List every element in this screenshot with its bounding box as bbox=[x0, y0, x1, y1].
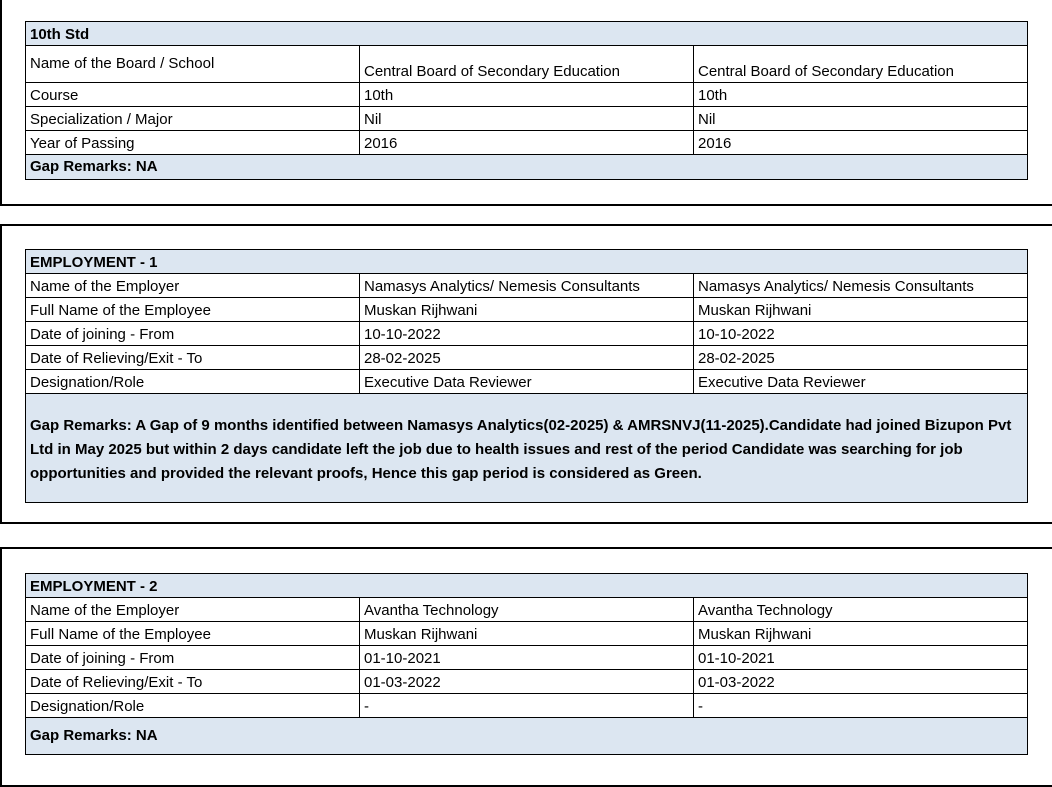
table-row bbox=[26, 298, 1028, 322]
row-value-2: Nil bbox=[694, 107, 1028, 131]
table-row bbox=[26, 83, 1028, 107]
table-row bbox=[26, 274, 1028, 298]
table-10th-std bbox=[25, 21, 1028, 180]
section-title: EMPLOYMENT - 2 bbox=[26, 574, 1028, 598]
gap-remarks-row bbox=[26, 394, 1028, 503]
row-label: Specialization / Major bbox=[26, 107, 360, 131]
gap-remarks: Gap Remarks: NA bbox=[26, 155, 1028, 180]
row-value-2: Executive Data Reviewer bbox=[694, 370, 1028, 394]
row-label: Full Name of the Employee bbox=[26, 298, 360, 322]
table-row bbox=[26, 131, 1028, 155]
row-value-2: Central Board of Secondary Education bbox=[694, 46, 1028, 83]
row-label: Date of joining - From bbox=[26, 646, 360, 670]
section-title: 10th Std bbox=[26, 22, 1028, 46]
row-value-1: Central Board of Secondary Education bbox=[360, 46, 694, 83]
row-label: Date of joining - From bbox=[26, 322, 360, 346]
row-value-2: 01-10-2021 bbox=[694, 646, 1028, 670]
gap-remarks: Gap Remarks: NA bbox=[26, 718, 1028, 755]
row-value-2: Avantha Technology bbox=[694, 598, 1028, 622]
row-value-2: 10th bbox=[694, 83, 1028, 107]
row-value-1: Namasys Analytics/ Nemesis Consultants bbox=[360, 274, 694, 298]
table-row bbox=[26, 670, 1028, 694]
row-value-1: 10-10-2022 bbox=[360, 322, 694, 346]
row-label: Full Name of the Employee bbox=[26, 622, 360, 646]
table-employment-1 bbox=[25, 249, 1028, 503]
table-row bbox=[26, 694, 1028, 718]
gap-remarks: Gap Remarks: A Gap of 9 months identified between Namasys Analytics(02-2025) & AMRSNVJ(11-2025).Candidate had joined Bizupon Pvt Ltd in May 2025 but within 2 days candidate left the job due to health issues and rest of the period Candidate was searching for job opportunities and provided the relevant proofs, Hence this gap period is considered as Green. bbox=[26, 394, 1028, 503]
table-employment-2 bbox=[25, 573, 1028, 755]
row-value-2: 2016 bbox=[694, 131, 1028, 155]
row-label: Date of Relieving/Exit - To bbox=[26, 670, 360, 694]
row-value-1: Executive Data Reviewer bbox=[360, 370, 694, 394]
row-label: Date of Relieving/Exit - To bbox=[26, 346, 360, 370]
row-value-1: Avantha Technology bbox=[360, 598, 694, 622]
row-value-1: 01-10-2021 bbox=[360, 646, 694, 670]
table-row bbox=[26, 370, 1028, 394]
row-label: Designation/Role bbox=[26, 694, 360, 718]
row-value-1: 10th bbox=[360, 83, 694, 107]
row-value-2: Namasys Analytics/ Nemesis Consultants bbox=[694, 274, 1028, 298]
row-label: Year of Passing bbox=[26, 131, 360, 155]
gap-remarks-row bbox=[26, 155, 1028, 180]
table-row bbox=[26, 646, 1028, 670]
row-value-2: 01-03-2022 bbox=[694, 670, 1028, 694]
row-value-2: Muskan Rijhwani bbox=[694, 298, 1028, 322]
table-row bbox=[26, 322, 1028, 346]
section-header-row bbox=[26, 22, 1028, 46]
gap-remarks-row bbox=[26, 718, 1028, 755]
row-value-2: - bbox=[694, 694, 1028, 718]
section-title: EMPLOYMENT - 1 bbox=[26, 250, 1028, 274]
row-value-2: Muskan Rijhwani bbox=[694, 622, 1028, 646]
section-header-row bbox=[26, 574, 1028, 598]
table-row bbox=[26, 598, 1028, 622]
row-label: Name of the Board / School bbox=[26, 46, 360, 83]
row-label: Name of the Employer bbox=[26, 598, 360, 622]
section-header-row bbox=[26, 250, 1028, 274]
row-value-1: 01-03-2022 bbox=[360, 670, 694, 694]
row-value-2: 28-02-2025 bbox=[694, 346, 1028, 370]
table-row bbox=[26, 346, 1028, 370]
row-value-1: Muskan Rijhwani bbox=[360, 298, 694, 322]
row-value-1: - bbox=[360, 694, 694, 718]
row-label: Course bbox=[26, 83, 360, 107]
table-row bbox=[26, 46, 1028, 83]
row-value-1: Muskan Rijhwani bbox=[360, 622, 694, 646]
row-value-2: 10-10-2022 bbox=[694, 322, 1028, 346]
row-value-1: 2016 bbox=[360, 131, 694, 155]
row-value-1: Nil bbox=[360, 107, 694, 131]
table-row bbox=[26, 107, 1028, 131]
row-label: Designation/Role bbox=[26, 370, 360, 394]
table-row bbox=[26, 622, 1028, 646]
row-label: Name of the Employer bbox=[26, 274, 360, 298]
row-value-1: 28-02-2025 bbox=[360, 346, 694, 370]
